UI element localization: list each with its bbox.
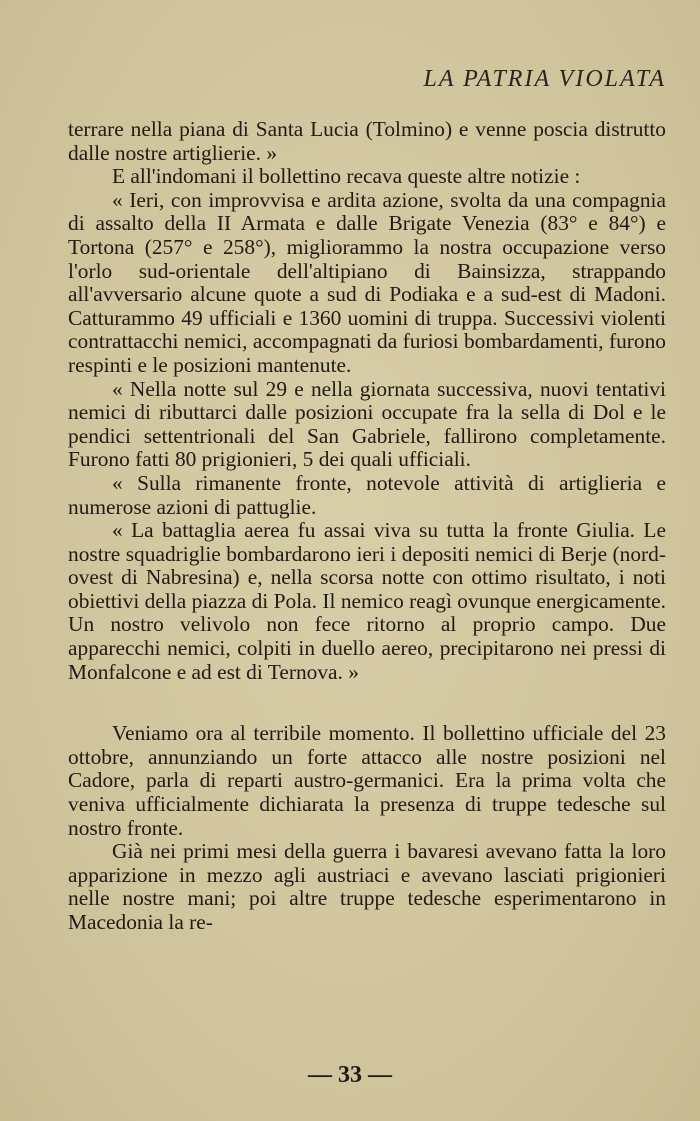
paragraph-7: Veniamo ora al terribile momento. Il bollettino ufficiale del 23 ottobre, annunziando un forte attacco alle nostre posizioni nel Cadore, parla di reparti austro-germanici. Era la prima volta che veniva ufficialmente dichiarata la presenza di truppe tedesche sul nostro fronte. xyxy=(68,721,666,840)
paragraph-2: E all'indomani il bollettino recava queste altre notizie : xyxy=(112,164,581,189)
paragraph-1: terrare nella piana di Santa Lucia (Tolmino) e venne poscia distrutto dalle nostre artiglierie. » xyxy=(68,117,666,165)
paragraph-3: « Ieri, con improvvisa e ardita azione, svolta da una compagnia di assalto della II Armata e dalle Brigate Venezia (83° e 84°) e Tortona (257° e 258°), migliorammo la nostra occupazione verso l'orlo sud-orientale dell'altipiano di Bainsizza, strappando all'avversario alcune quote a sud di Podiaka e a sud-est di Madoni. Catturammo 49 ufficiali e 1360 uomini di truppa. Successivi violenti contrattacchi nemici, accompagnati da furiosi bombardamenti, furono respinti e le posizioni mantenute. xyxy=(68,187,666,377)
page-number: — 33 — xyxy=(308,1062,392,1088)
paragraph-4: « Nella notte sul 29 e nella giornata successiva, nuovi tentativi nemici di ributtarci dalle posizioni occupate fra la sella di Dol e le pendici settentrionali del San Gabriele, fallirono completamente. Furono fatti 80 prigionieri, 5 dei quali ufficiali. xyxy=(68,376,666,472)
body-text xyxy=(68,118,666,935)
running-head: LA PATRIA VIOLATA xyxy=(423,66,666,92)
paragraph-5: « Sulla rimanente fronte, notevole attività di artiglieria e numerose azioni di pattuglie. xyxy=(68,470,666,519)
paragraph-6: « La battaglia aerea fu assai viva su tutta la fronte Giulia. Le nostre squadriglie bombardarono ieri i depositi nemici di Berje (nord-ovest di Nabresina) e, nella scorsa notte con ottimo risultato, i noti obiettivi della piazza di Pola. Il nemico reagì ovunque energicamente. Un nostro velivolo non fece ritorno al proprio campo. Due apparecchi nemici, colpiti in duello aereo, precipitarono nei pressi di Monfalcone e ad est di Ternova. » xyxy=(68,518,666,684)
paragraph-8: Già nei primi mesi della guerra i bavaresi avevano fatta la loro apparizione in mezzo agli austriaci e avevano lasciati prigionieri nelle nostre mani; poi altre truppe tedesche esperimentarono in Macedonia la re- xyxy=(68,839,666,934)
